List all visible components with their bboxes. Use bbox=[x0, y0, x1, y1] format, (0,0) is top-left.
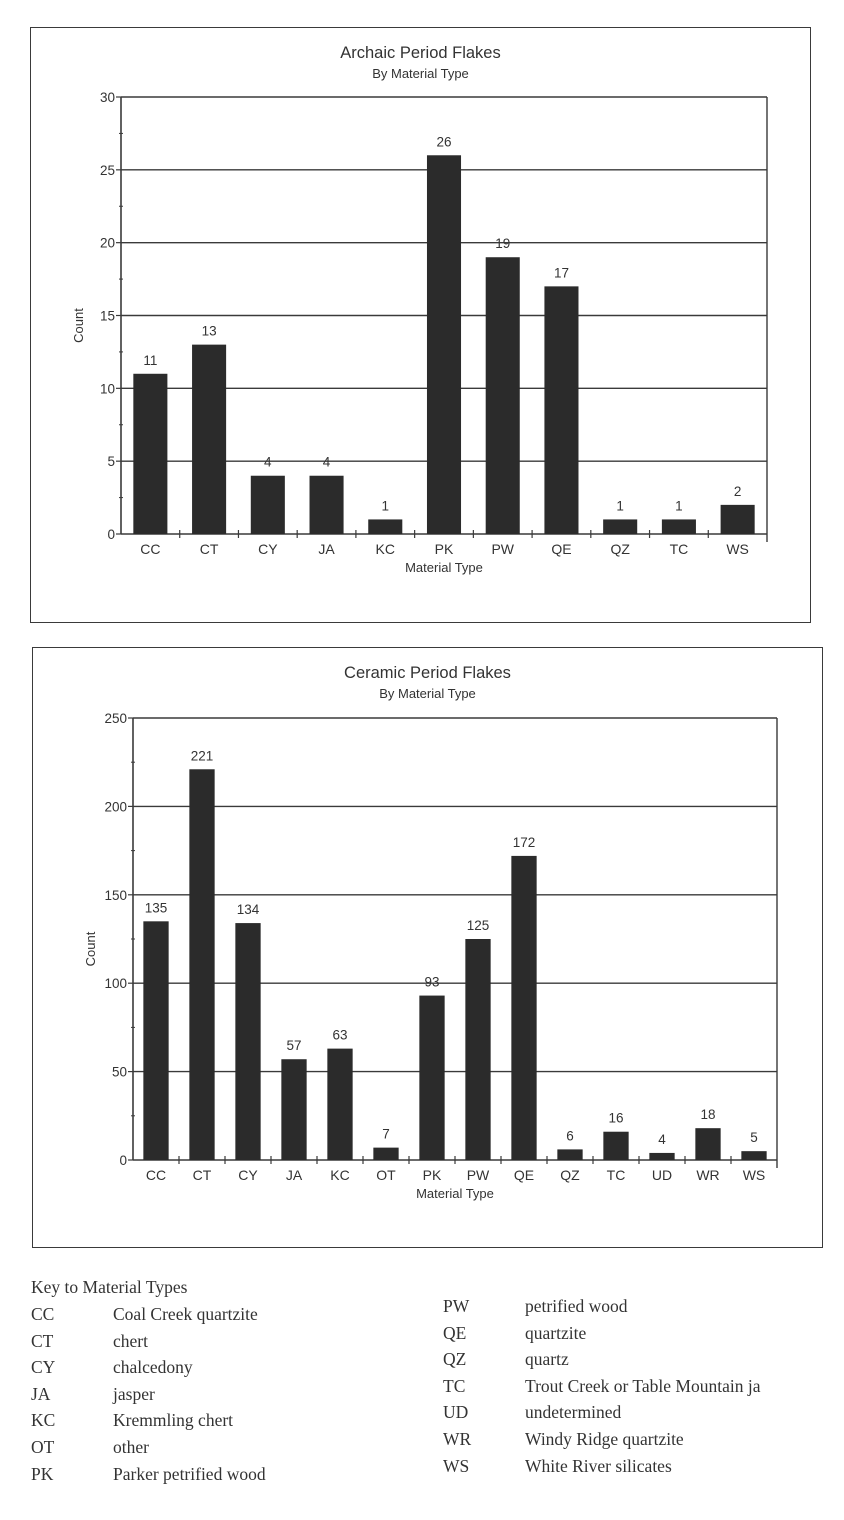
bar-tc bbox=[603, 1132, 628, 1160]
chart-title: Ceramic Period Flakes bbox=[344, 664, 511, 682]
bar-value-label: 11 bbox=[143, 352, 158, 368]
x-tick-label: CY bbox=[238, 1167, 258, 1183]
key-code: CY bbox=[31, 1357, 56, 1378]
bar-value-label: 7 bbox=[382, 1126, 390, 1142]
key-description: Coal Creek quartzite bbox=[113, 1304, 258, 1324]
bar-value-label: 1 bbox=[616, 498, 624, 514]
key-description: Windy Ridge quartzite bbox=[525, 1429, 684, 1449]
bar-pk bbox=[419, 996, 444, 1160]
key-code: KC bbox=[31, 1410, 56, 1431]
x-tick-label: CC bbox=[145, 1167, 167, 1183]
x-tick-label: QE bbox=[551, 541, 572, 557]
y-axis-label: Count bbox=[71, 308, 86, 343]
key-description: quartz bbox=[525, 1349, 569, 1370]
key-description: quartzite bbox=[525, 1322, 587, 1343]
x-tick-label: WS bbox=[742, 1167, 766, 1183]
key-code: PW bbox=[443, 1296, 470, 1316]
x-tick-label: PW bbox=[466, 1167, 490, 1183]
y-tick-label: 250 bbox=[104, 711, 127, 726]
key-description: chert bbox=[113, 1330, 148, 1351]
bar-cy bbox=[235, 923, 260, 1160]
bar-value-label: 1 bbox=[381, 498, 390, 514]
chart-subtitle: By Material Type bbox=[372, 66, 469, 81]
x-tick-label: JA bbox=[285, 1167, 303, 1183]
bar-ct bbox=[189, 769, 214, 1160]
key-code: QE bbox=[443, 1322, 467, 1343]
x-axis-label: Material Type bbox=[416, 1186, 494, 1201]
bar-qz bbox=[557, 1149, 582, 1160]
x-axis-label: Material Type bbox=[405, 560, 483, 575]
bar-value-label: 19 bbox=[495, 236, 511, 252]
y-tick-label: 100 bbox=[104, 976, 127, 992]
key-description: White River silicates bbox=[525, 1455, 672, 1476]
x-tick-label: OT bbox=[376, 1167, 396, 1183]
key-code: QZ bbox=[443, 1349, 467, 1370]
bar-value-label: 125 bbox=[466, 918, 490, 933]
key-title: Key to Material Types bbox=[31, 1277, 188, 1297]
bar-value-label: 4 bbox=[264, 454, 272, 470]
y-tick-label: 10 bbox=[99, 381, 115, 397]
y-tick-label: 5 bbox=[107, 454, 115, 470]
bar-ja bbox=[281, 1059, 306, 1160]
y-tick-label: 0 bbox=[107, 527, 115, 542]
key-description: Kremmling chert bbox=[113, 1410, 234, 1431]
bar-qe bbox=[511, 856, 536, 1160]
x-tick-label: PK bbox=[434, 541, 454, 557]
bar-value-label: 63 bbox=[332, 1027, 348, 1043]
bar-value-label: 26 bbox=[436, 134, 452, 150]
key-code: CC bbox=[31, 1304, 55, 1324]
y-tick-label: 0 bbox=[119, 1153, 127, 1168]
bar-ws bbox=[741, 1151, 766, 1160]
chart-title: Archaic Period Flakes bbox=[340, 44, 501, 62]
bar-value-label: 17 bbox=[553, 265, 569, 281]
key-code: UD bbox=[443, 1402, 469, 1423]
x-tick-label: CT bbox=[199, 541, 219, 557]
y-axis-label: Count bbox=[83, 931, 98, 967]
key-description: other bbox=[113, 1437, 149, 1457]
bar-value-label: 135 bbox=[144, 900, 168, 916]
key-code: OT bbox=[31, 1437, 55, 1457]
bar-value-label: 16 bbox=[608, 1110, 624, 1126]
key-description: petrified wood bbox=[525, 1296, 628, 1316]
y-tick-label: 25 bbox=[99, 162, 115, 178]
x-tick-label: QZ bbox=[560, 1167, 580, 1183]
key-description: chalcedony bbox=[113, 1357, 193, 1378]
bar-value-label: 13 bbox=[201, 323, 217, 339]
bar-value-label: 5 bbox=[750, 1130, 758, 1146]
key-code: TC bbox=[443, 1375, 466, 1396]
bar-value-label: 57 bbox=[286, 1038, 302, 1054]
bar-cc bbox=[143, 921, 168, 1160]
key-code: WS bbox=[443, 1455, 470, 1476]
bar-value-label: 4 bbox=[658, 1131, 666, 1147]
x-tick-label: PW bbox=[491, 541, 515, 557]
x-tick-label: WS bbox=[726, 541, 749, 557]
bar-pw bbox=[465, 939, 490, 1160]
x-tick-label: CT bbox=[192, 1167, 212, 1183]
x-tick-label: CY bbox=[258, 541, 278, 557]
x-tick-label: QZ bbox=[610, 541, 630, 557]
key-code: WR bbox=[443, 1429, 472, 1449]
y-tick-label: 30 bbox=[99, 90, 115, 105]
x-tick-label: UD bbox=[651, 1167, 673, 1183]
bar-value-label: 221 bbox=[190, 748, 214, 764]
bar-wr bbox=[695, 1128, 720, 1160]
x-tick-label: PK bbox=[422, 1167, 442, 1183]
bar-value-label: 2 bbox=[733, 483, 742, 499]
y-tick-label: 200 bbox=[104, 799, 127, 815]
key-description: Parker petrified wood bbox=[113, 1463, 266, 1484]
x-tick-label: WR bbox=[696, 1167, 720, 1183]
key-description: Trout Creek or Table Mountain ja bbox=[525, 1375, 761, 1396]
x-tick-label: TC bbox=[669, 541, 689, 557]
key-description: jasper bbox=[113, 1383, 155, 1404]
bar-value-label: 1 bbox=[675, 498, 683, 514]
bar-value-label: 93 bbox=[424, 974, 440, 990]
bar-value-label: 134 bbox=[236, 902, 260, 918]
y-tick-label: 15 bbox=[99, 308, 115, 324]
bar-ud bbox=[649, 1153, 674, 1160]
x-tick-label: KC bbox=[375, 541, 395, 557]
key-code: CT bbox=[31, 1330, 54, 1351]
chart-subtitle: By Material Type bbox=[379, 686, 476, 701]
key-code: PK bbox=[31, 1463, 54, 1484]
key-description: undetermined bbox=[525, 1402, 622, 1423]
y-tick-label: 20 bbox=[99, 235, 115, 251]
bar-value-label: 18 bbox=[700, 1107, 716, 1123]
x-tick-label: KC bbox=[330, 1167, 350, 1183]
y-tick-label: 50 bbox=[111, 1064, 127, 1080]
x-tick-label: CC bbox=[140, 541, 161, 557]
y-tick-label: 150 bbox=[104, 887, 127, 903]
bar-value-label: 6 bbox=[566, 1128, 574, 1144]
bar-value-label: 4 bbox=[322, 454, 331, 470]
x-tick-label: TC bbox=[606, 1167, 626, 1183]
x-tick-label: QE bbox=[513, 1167, 535, 1183]
key-code: JA bbox=[31, 1383, 51, 1404]
bar-ot bbox=[373, 1148, 398, 1160]
bar-kc bbox=[327, 1049, 352, 1160]
bar-value-label: 172 bbox=[512, 834, 536, 850]
x-tick-label: JA bbox=[318, 541, 335, 557]
